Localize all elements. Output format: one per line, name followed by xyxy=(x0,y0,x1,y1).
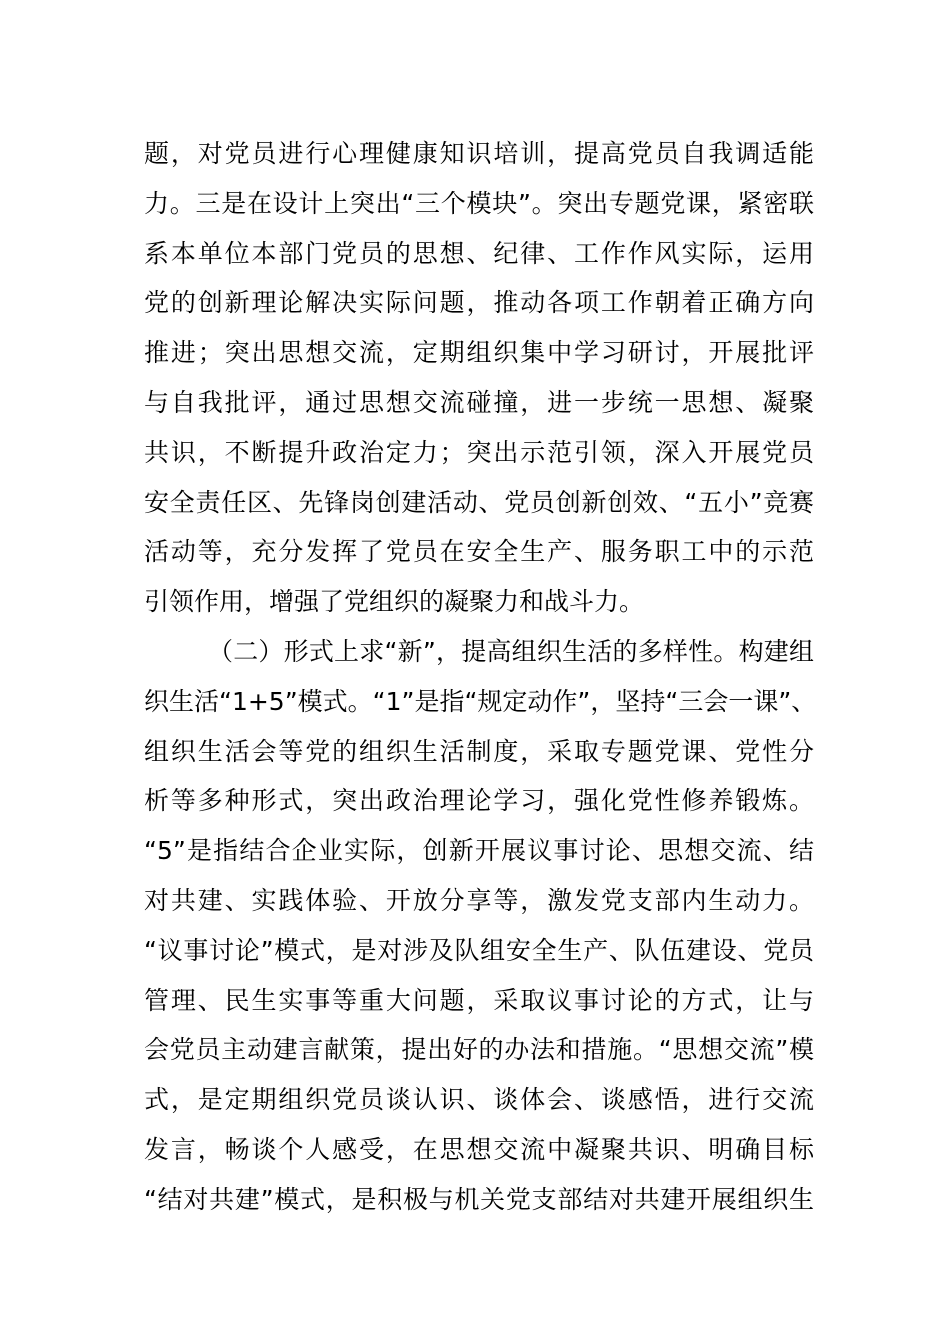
text-line: “结对共建”模式，是积极与机关党支部结对共建开展组织生 xyxy=(144,1184,814,1214)
text-line: “5”是指结合企业实际，创新开展议事讨论、思想交流、结 xyxy=(144,836,814,866)
text-line: 对共建、实践体验、开放分享等，激发党支部内生动力。 xyxy=(144,885,814,915)
text-line: 会党员主动建言献策，提出好的办法和措施。“思想交流”模 xyxy=(144,1035,814,1065)
text-line: 党的创新理论解决实际问题，推动各项工作朝着正确方向 xyxy=(144,288,814,318)
text-line: 析等多种形式，突出政治理论学习，强化党性修养锻炼。 xyxy=(144,786,814,816)
text-line: “议事讨论”模式，是对涉及队组安全生产、队伍建设、党员 xyxy=(144,935,814,965)
text-line: 式，是定期组织党员谈认识、谈体会、谈感悟，进行交流 xyxy=(144,1085,814,1115)
text-line: 安全责任区、先锋岗创建活动、党员创新创效、“五小”竞赛 xyxy=(144,487,814,517)
text-line: 活动等，充分发挥了党员在安全生产、服务职工中的示范 xyxy=(144,537,814,567)
text-line: 推进；突出思想交流，定期组织集中学习研讨，开展批评 xyxy=(144,338,814,368)
text-line: 织生活“1+5”模式。“1”是指“规定动作”，坚持“三会一课”、 xyxy=(144,686,817,716)
text-line: 组织生活会等党的组织生活制度，采取专题党课、党性分 xyxy=(144,736,814,766)
text-line: 与自我批评，通过思想交流碰撞，进一步统一思想、凝聚 xyxy=(144,387,814,417)
section-heading-line: （二）形式上求“新”，提高组织生活的多样性。构建组 xyxy=(208,636,814,666)
text-line: 共识，不断提升政治定力；突出示范引领，深入开展党员 xyxy=(144,437,814,467)
text-line: 发言，畅谈个人感受，在思想交流中凝聚共识、明确目标 xyxy=(144,1134,814,1164)
text-line: 管理、民生实事等重大问题，采取议事讨论的方式，让与 xyxy=(144,985,814,1015)
body-text xyxy=(144,129,817,1225)
text-line: 系本单位本部门党员的思想、纪律、工作作风实际，运用 xyxy=(144,238,814,268)
paragraph-end-line: 引领作用，增强了党组织的凝聚力和战斗力。 xyxy=(144,587,645,617)
text-line: 力。三是在设计上突出“三个模块”。突出专题党课，紧密联 xyxy=(144,188,814,218)
text-line: 题，对党员进行心理健康知识培训，提高党员自我调适能 xyxy=(144,139,814,168)
